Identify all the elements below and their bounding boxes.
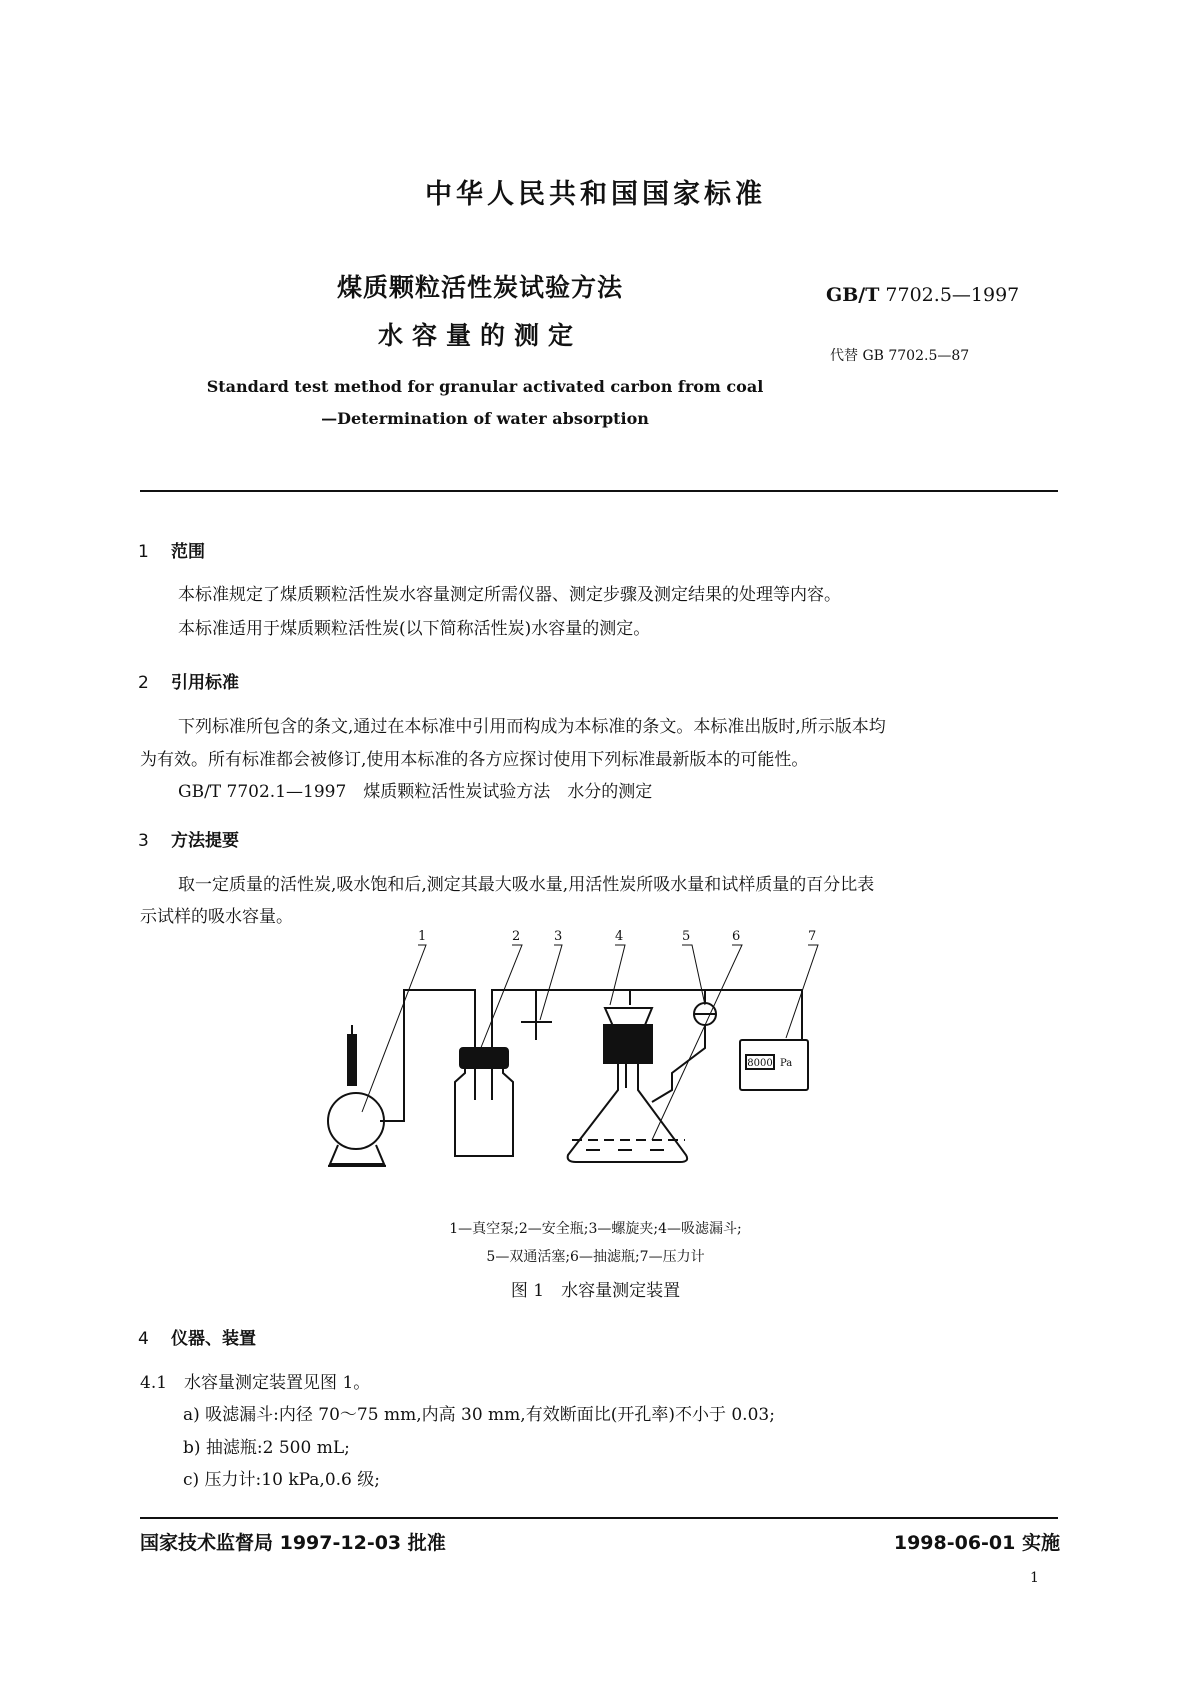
section-2-reference: GB/T 7702.1—1997 煤质颗粒活性炭试验方法 水分的测定 [178, 782, 653, 802]
figure-1-diagram [300, 930, 900, 1190]
page-number: 1 [1030, 1570, 1039, 1586]
section-4-title: 仪器、装置 [171, 1329, 256, 1349]
section-1-title: 范围 [171, 542, 205, 562]
figure-label-5: 5 [682, 930, 691, 944]
item-4-1: 4.1 水容量测定装置见图 1。 [140, 1373, 371, 1393]
section-4-heading [138, 1324, 256, 1349]
leader-lines [362, 945, 818, 1140]
standard-number-prefix: GB/T [826, 284, 880, 306]
figure-caption: 图 1 水容量测定装置 [510, 1281, 681, 1301]
national-standard-label: 中华人民共和国国家标准 [425, 179, 766, 210]
figure-legend-line2: 5—双通活塞;6—抽滤瓶;7—压力计 [486, 1249, 705, 1265]
section-4-number: 4 [138, 1329, 149, 1349]
gauge-reading: 8000 [747, 1058, 773, 1069]
section-1-heading [138, 537, 205, 562]
title-cn-line1: 煤质颗粒活性炭试验方法 [336, 273, 623, 302]
safety-bottle [455, 1040, 513, 1156]
section-1-number: 1 [138, 542, 149, 562]
title-en-line1: Standard test method for granular activated carbon from coal [206, 377, 764, 396]
section-3-heading [138, 826, 239, 851]
section-2-heading [138, 668, 239, 693]
filter-flask [568, 1008, 687, 1162]
footer-divider [140, 1517, 1058, 1519]
figure-label-6: 6 [732, 930, 741, 944]
section-2-para-line2: 为有效。所有标准都会被修订,使用本标准的各方应探讨使用下列标准最新版本的可能性。 [140, 750, 809, 770]
screw-clamp [521, 990, 552, 1040]
section-2-title: 引用标准 [171, 673, 239, 693]
section-1-para-2: 本标准适用于煤质颗粒活性炭(以下简称活性炭)水容量的测定。 [178, 619, 651, 639]
stopcock-side-arm [652, 990, 716, 1102]
section-3-title: 方法提要 [171, 831, 239, 851]
item-4-1-a: a) 吸滤漏斗:内径 70～75 mm,内高 30 mm,有效断面比(开孔率)不小于 0.03; [183, 1405, 775, 1425]
figure-legend-line1: 1—真空泵;2—安全瓶;3—螺旋夹;4—吸滤漏斗; [449, 1221, 742, 1237]
standard-number [826, 284, 1019, 306]
approval-date: 国家技术监督局 1997-12-03 批准 [140, 1532, 446, 1554]
figure-label-2: 2 [512, 930, 521, 944]
gauge-unit: Pa [780, 1058, 793, 1069]
replaces-note: 代替 GB 7702.5—87 [830, 348, 970, 364]
effective-date: 1998-06-01 实施 [893, 1532, 1060, 1554]
item-4-1-b: b) 抽滤瓶:2 500 mL; [183, 1438, 350, 1458]
section-2-number: 2 [138, 673, 149, 693]
section-1-para-1: 本标准规定了煤质颗粒活性炭水容量测定所需仪器、测定步骤及测定结果的处理等内容。 [178, 585, 841, 605]
section-2-para-line1: 下列标准所包含的条文,通过在本标准中引用而构成为本标准的条文。本标准出版时,所示版本均 [178, 717, 886, 737]
figure-label-4: 4 [615, 930, 624, 944]
item-4-1-c: c) 压力计:10 kPa,0.6 级; [183, 1470, 381, 1490]
figure-label-3: 3 [554, 930, 563, 944]
standard-number-value: 7702.5—1997 [885, 284, 1020, 306]
title-en-line2: —Determination of water absorption [321, 409, 649, 428]
section-3-number: 3 [138, 831, 149, 851]
section-3-para-line1: 取一定质量的活性炭,吸水饱和后,测定其最大吸水量,用活性炭所吸水量和试样质量的百分比表 [178, 875, 875, 895]
title-cn-line2: 水容量的测定 [377, 321, 582, 350]
figure-label-1: 1 [418, 930, 427, 944]
section-3-para-line2: 示试样的吸水容量。 [140, 907, 293, 927]
figure-label-7: 7 [808, 930, 817, 944]
vacuum-pump [328, 1025, 386, 1166]
header-divider [140, 490, 1058, 492]
